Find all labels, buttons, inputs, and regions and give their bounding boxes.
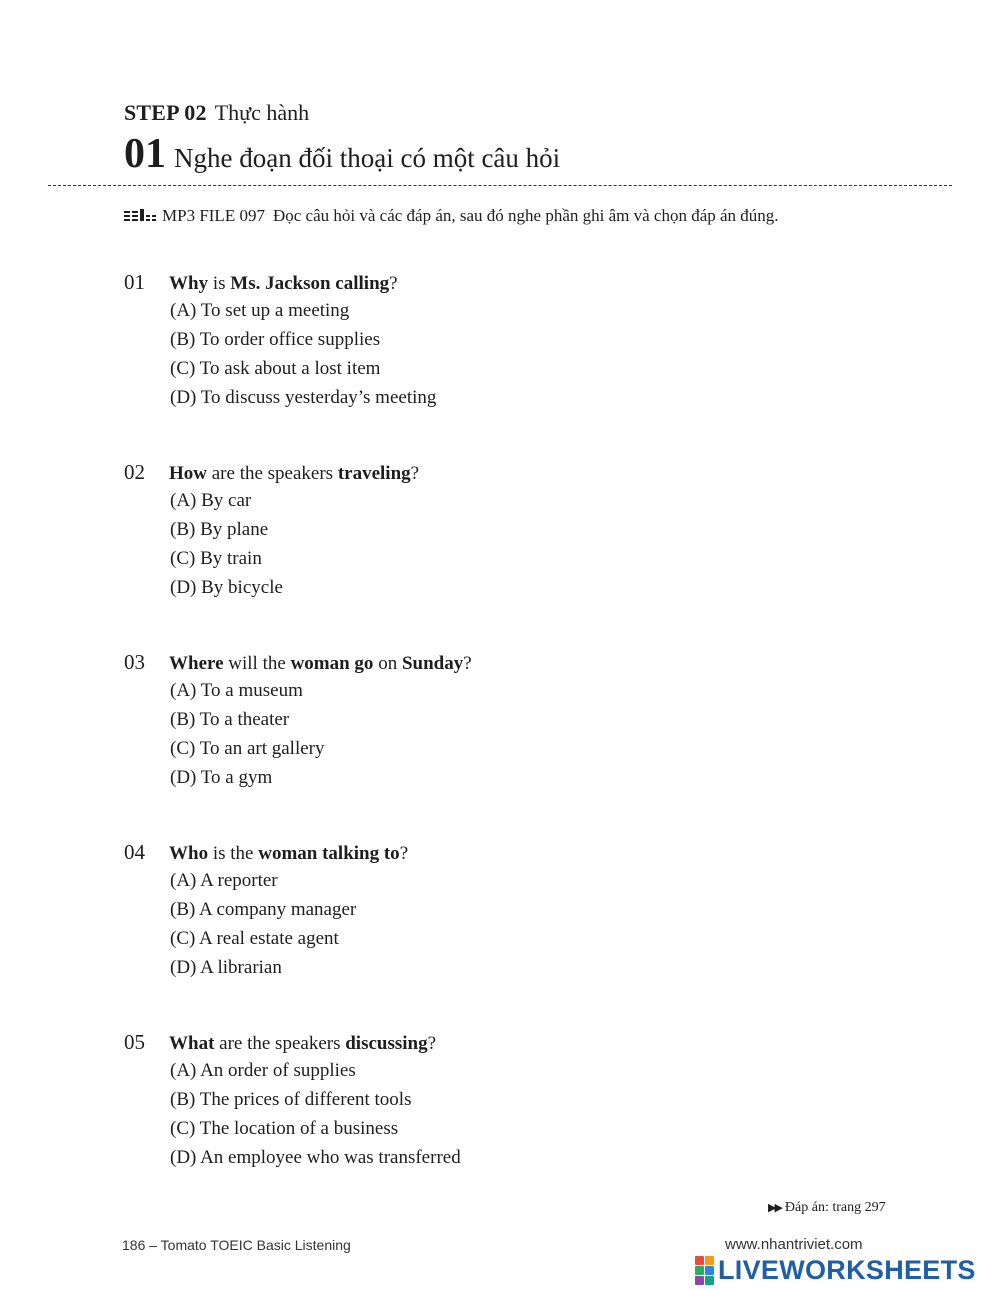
- question-keyword: Ms. Jackson calling: [230, 273, 390, 294]
- logo-text: LIVEWORKSHEETS: [718, 1255, 976, 1285]
- question-number: 05: [124, 1030, 145, 1054]
- answer-reference-text: Đáp án: trang 297: [784, 1200, 886, 1215]
- answer-option: (D) By bicycle: [170, 577, 283, 598]
- question-text-part: will the: [223, 653, 291, 674]
- answer-option: (B) A company manager: [170, 899, 357, 920]
- answer-option: (D) To discuss yesterday’s meeting: [170, 387, 437, 408]
- question-number: 02: [124, 460, 145, 484]
- question-text-part: are the speakers: [207, 463, 338, 484]
- section-title: [124, 130, 560, 187]
- answer-option: (C) To ask about a lost item: [170, 358, 381, 379]
- answer-option: (C) The location of a business: [170, 1118, 399, 1139]
- answer-option: (C) To an art gallery: [170, 738, 325, 759]
- instruction-text: Đọc câu hỏi và các đáp án, sau đó nghe phần ghi âm và chọn đáp án đúng.: [272, 206, 779, 225]
- instruction-line: [124, 204, 779, 230]
- question-keyword: Where: [169, 653, 224, 674]
- question-text-part: on: [373, 653, 402, 674]
- question-text-part: ?: [399, 843, 409, 864]
- liveworksheets-logo: [695, 1253, 976, 1287]
- section-title-text: Nghe đoạn đối thoại có một câu hỏi: [174, 143, 561, 173]
- answer-option: (A) To set up a meeting: [170, 300, 350, 321]
- answer-option: (D) To a gym: [170, 767, 273, 788]
- answer-option: (B) The prices of different tools: [170, 1089, 412, 1110]
- step-subtitle: Thực hành: [214, 100, 310, 125]
- question-text-part: ?: [410, 463, 420, 484]
- question-keyword: What: [169, 1033, 215, 1054]
- logo-square: [695, 1266, 704, 1275]
- question-text: [169, 1033, 436, 1054]
- logo-square: [705, 1256, 714, 1265]
- question-keyword: How: [169, 463, 207, 484]
- question-text-part: is the: [208, 843, 259, 864]
- answer-option: (A) By car: [170, 490, 252, 511]
- audio-icon: [124, 206, 156, 230]
- dashed-divider: [48, 185, 952, 186]
- answer-option: (A) An order of supplies: [170, 1060, 356, 1081]
- question-text: [169, 273, 398, 294]
- double-arrow-icon: ▶▶: [768, 1202, 781, 1214]
- answer-option: (B) By plane: [170, 519, 269, 540]
- section-number: 01: [124, 131, 166, 177]
- question-text: [169, 843, 408, 864]
- answer-option: (B) To a theater: [170, 709, 290, 730]
- question-header: [124, 1028, 884, 1056]
- question-text-part: ?: [389, 273, 398, 294]
- step-label: STEP 02: [124, 100, 207, 125]
- logo-square: [705, 1266, 714, 1275]
- publisher-url: www.nhantriviet.com: [725, 1236, 863, 1253]
- question-keyword: traveling: [337, 463, 411, 484]
- question-keyword: Why: [169, 273, 209, 294]
- answer-option: (D) A librarian: [170, 957, 282, 978]
- page-footer: 186 – Tomato TOEIC Basic Listening: [122, 1237, 351, 1253]
- question-text-part: ?: [427, 1033, 437, 1054]
- question-block: [124, 268, 884, 412]
- step-heading: [124, 99, 309, 127]
- question-block: [124, 458, 884, 602]
- question-number: 04: [124, 840, 145, 864]
- answer-option: (B) To order office supplies: [170, 329, 381, 350]
- answer-option: (D) An employee who was transferred: [170, 1147, 461, 1168]
- question-block: [124, 1028, 884, 1172]
- question-block: [124, 648, 884, 792]
- logo-mark-icon: [695, 1256, 714, 1285]
- question-keyword: discussing: [345, 1033, 428, 1054]
- question-header: [124, 268, 884, 296]
- mp3-file-label: MP3 FILE 097: [162, 206, 265, 225]
- answer-option: (A) A reporter: [170, 870, 278, 891]
- question-keyword: woman go: [290, 653, 374, 674]
- answer-reference: [768, 1198, 886, 1218]
- logo-square: [695, 1276, 704, 1285]
- question-header: [124, 648, 884, 676]
- question-text-part: ?: [463, 653, 472, 674]
- question-block: [124, 838, 884, 982]
- question-text: [169, 653, 472, 674]
- question-header: [124, 838, 884, 866]
- question-keyword: Sunday: [401, 653, 464, 674]
- question-keyword: woman talking to: [258, 843, 400, 864]
- question-number: 03: [124, 650, 145, 674]
- question-text-part: are the speakers: [214, 1033, 346, 1054]
- answer-option: (C) By train: [170, 548, 262, 569]
- question-text-part: is: [208, 273, 231, 294]
- logo-square: [705, 1276, 714, 1285]
- answer-option: (A) To a museum: [170, 680, 303, 701]
- question-keyword: Who: [169, 843, 209, 864]
- question-text: [169, 463, 419, 484]
- question-header: [124, 458, 884, 486]
- logo-square: [695, 1256, 704, 1265]
- answer-option: (C) A real estate agent: [170, 928, 339, 949]
- question-number: 01: [124, 270, 145, 294]
